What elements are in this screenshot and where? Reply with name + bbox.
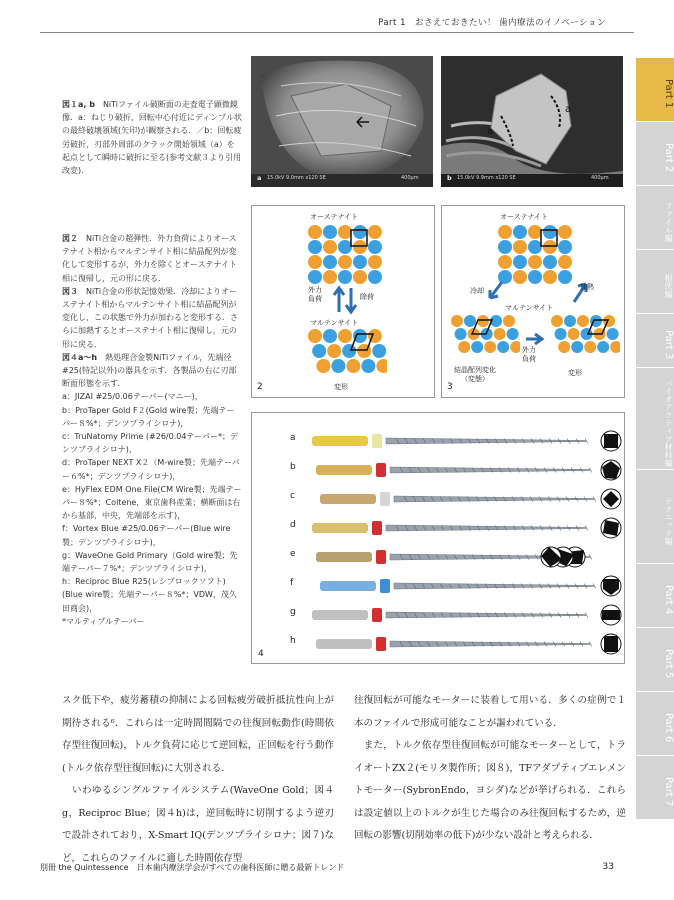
atom	[323, 329, 337, 343]
cross-section-icon	[600, 459, 622, 481]
atom	[361, 359, 375, 373]
atom	[316, 359, 330, 373]
body-paragraph: スク低下や，疲労蓄積の抑制による回転疲労破折抵抗性向上が期待される⁶．これらは一定時間間隔での往復回転動作(時間依存型往復回転)，トルク負荷に応じて逆回転，正回転を行う動作(トルク依存型往復回転)に大別される．	[62, 695, 334, 774]
sem-b-graphic	[441, 56, 623, 187]
atom	[513, 225, 527, 239]
fig3-martensite-lattice	[450, 314, 520, 364]
right-arrow-icon	[526, 334, 542, 344]
file-handle	[316, 639, 372, 649]
figure1-number: 図１a, b	[62, 100, 95, 109]
file-handle	[320, 494, 376, 504]
fig4-number: 4	[258, 649, 264, 659]
sem-image-a	[251, 56, 433, 187]
atom	[597, 341, 609, 353]
cross-section-icon	[600, 488, 622, 510]
atom	[484, 341, 496, 353]
atom	[571, 341, 583, 353]
atom	[610, 341, 620, 353]
atom	[308, 225, 322, 239]
figure1-text: NiTiファイル破断面の走査電子顕微鏡像．a：ねじり破折，回転中心付近にディンプル状の最終破壊領域(矢印)が観察される．／b：回転疲労破折，刃部外周部のクラック開始領域（a）を起点として瞬時に破折に至る(参考文献３より引用改変)．	[62, 100, 242, 176]
running-title: Part 1 おさえておきたい！ 歯内療法のイノベーション	[378, 18, 606, 28]
fig3-martensite-label: マルテンサイト	[505, 304, 554, 312]
file-handle	[316, 465, 372, 475]
atom	[353, 225, 367, 239]
fig3-deform-label: 変形	[568, 369, 582, 377]
atom	[543, 240, 557, 254]
atom	[338, 329, 352, 343]
file-row-label: e	[290, 549, 296, 559]
atom	[323, 225, 337, 239]
atom	[564, 315, 576, 327]
file-instrument	[308, 429, 608, 453]
file-row-b	[252, 458, 624, 482]
file-list-item: g：WaveOne Gold Primary（Gold wire製；先端テーパー７%*；デンツプライシロナ)，	[62, 550, 238, 574]
down-arrow-icon	[346, 288, 356, 312]
fig3-heat-label: 加熱	[580, 283, 594, 291]
figure3-text: NiTi合金の形状記憶効果．冷却によりオーステナイト相からマルテンサイト相に結晶配列が変化し，この状態で外力が加わると変形する．さらに加熱するとオーステナイト相に復帰し，元の形に戻る．	[62, 286, 238, 349]
file-row-c	[252, 487, 624, 511]
fig2-martensite-lattice	[307, 328, 387, 382]
body-column-right	[354, 690, 626, 848]
cross-section-icon	[540, 546, 562, 568]
fig3-deformed-lattice	[550, 314, 620, 364]
file-handle	[312, 523, 368, 533]
fig3-right-arrow	[524, 332, 546, 346]
file-color-ring	[372, 434, 382, 448]
file-list-item: a：JIZAI #25/0.06テーパー(マニー)，	[62, 392, 203, 402]
file-handle	[312, 436, 368, 446]
side-tab-irrigation[interactable]: 根洗編	[636, 250, 674, 314]
file-handle	[312, 610, 368, 620]
atom	[368, 270, 382, 284]
atom	[507, 328, 519, 340]
atom	[323, 255, 337, 269]
atom	[464, 315, 476, 327]
file-row-label: f	[290, 578, 294, 588]
atom	[498, 240, 512, 254]
footer-publication: 別冊 the Quintessence 日本歯内療法学会がすべての歯科医師に贈る最新トレンド	[40, 863, 345, 872]
up-arrow-icon	[334, 288, 344, 312]
fig3-number: 3	[447, 382, 453, 392]
atom	[558, 255, 572, 269]
side-tab-technique[interactable]: テクニック編	[636, 470, 674, 564]
file-row-a	[252, 429, 624, 453]
atom	[331, 359, 345, 373]
side-tab-files[interactable]: ファイル編	[636, 186, 674, 250]
file-list-item: c：TruNatomy Prime (#26/0.04テーパー*；デンツプライシロナ)，	[62, 432, 239, 455]
figure3-number: 図３	[62, 286, 78, 296]
file-color-ring	[376, 463, 386, 477]
atom	[513, 255, 527, 269]
page-footer	[40, 862, 634, 873]
fig2-austenite-label: オーステナイト	[310, 213, 359, 221]
atom	[577, 315, 589, 327]
file-color-ring	[372, 521, 382, 535]
atom	[342, 344, 356, 358]
file-color-ring	[376, 637, 386, 651]
atom	[323, 240, 337, 254]
atom	[528, 225, 542, 239]
atom	[510, 341, 520, 353]
side-tab-part7[interactable]: Part 7	[636, 756, 674, 820]
fig2-load-label: 外力 負荷	[308, 286, 322, 303]
sem-b-scalebar: 400μm	[591, 175, 609, 181]
side-tab-part6[interactable]: Part 6	[636, 692, 674, 756]
sem-a-info: 15.0kV 9.0mm x120 SE	[267, 175, 326, 181]
fig2-unload-label: 除荷	[360, 293, 374, 301]
cross-section-icon	[600, 633, 622, 655]
atom	[528, 240, 542, 254]
atom	[308, 255, 322, 269]
atom	[312, 344, 326, 358]
fig2-martensite-label: マルテンサイト	[310, 319, 359, 327]
atom	[498, 225, 512, 239]
figure4-niti-files	[251, 412, 625, 664]
file-list-item: f：Vortex Blue #25/0.06テーパー(Blue wire製；デンツプライシロナ)，	[62, 524, 231, 547]
file-row-label: h	[290, 636, 296, 646]
sem-a-scalebar: 400μm	[401, 175, 419, 181]
file-instrument	[308, 487, 608, 511]
file-instrument	[308, 516, 608, 540]
body-paragraph: 往復回転が可能なモーターに装着して用いる．多くの症例で１本のファイルで形成可能なことが謳われている．	[354, 695, 626, 729]
atom	[543, 225, 557, 239]
cross-section-icon	[600, 575, 622, 597]
atom	[513, 240, 527, 254]
atom	[451, 315, 463, 327]
atom	[308, 240, 322, 254]
file-list-item: d：ProTaper NEXT X２（M-wire製；先端テーパー６%*；デンツプライシロナ)，	[62, 458, 240, 481]
side-tab-part3[interactable]: Part 3	[636, 314, 674, 368]
figure1-caption	[62, 98, 242, 177]
atom	[558, 341, 570, 353]
sem-b-info: 15.0kV 9.9mm x120 SE	[457, 175, 516, 181]
file-handle	[320, 581, 376, 591]
body-paragraph: いわゆるシングルファイルシステム(WaveOne Gold；図４g，Reciproc Blue；図４h)は，逆回転時に切削するよう逆刃で設計されており，X-Smart IQ(デンツプライシロナ；図７)など，これらのファイルに適した時間依存型	[62, 785, 334, 864]
figure2-number: 図２	[62, 234, 78, 243]
atom	[338, 225, 352, 239]
atom	[376, 359, 387, 373]
file-handle	[316, 552, 372, 562]
atom	[551, 315, 563, 327]
sem-b-crack-label-1: a	[487, 126, 494, 137]
atom	[327, 344, 341, 358]
atom	[497, 341, 509, 353]
side-tab-part1[interactable]: Part 1	[636, 58, 674, 122]
atom	[568, 328, 580, 340]
atom	[558, 240, 572, 254]
file-color-ring	[372, 608, 382, 622]
file-list-item: *マルティプルテーパー	[62, 616, 145, 626]
sem-image-b	[441, 56, 623, 187]
atom	[477, 315, 489, 327]
side-tab-part4[interactable]: Part 4	[636, 564, 674, 628]
atom	[353, 255, 367, 269]
body-column-left	[62, 690, 334, 870]
file-row-g	[252, 603, 624, 627]
atom	[308, 329, 322, 343]
fig2-austenite-lattice	[307, 224, 387, 284]
atom	[458, 341, 470, 353]
page-number: 33	[602, 862, 614, 872]
atom	[353, 240, 367, 254]
sem-b-panel-label: b	[447, 174, 452, 182]
file-row-label: a	[290, 433, 296, 443]
cross-section-icon	[600, 604, 622, 626]
side-tab-bioactive[interactable]: バイオアクティブ材料編	[636, 368, 674, 470]
fig3-change-label: 結晶配列変化 （変態）	[454, 366, 496, 383]
fig3-cool-label: 冷却	[470, 287, 484, 295]
atom	[346, 359, 360, 373]
file-row-label: d	[290, 520, 296, 530]
atom	[603, 315, 615, 327]
sem-a-graphic	[251, 56, 433, 187]
cross-section-icon	[600, 517, 622, 539]
atom	[503, 315, 515, 327]
atom	[494, 328, 506, 340]
atom	[543, 255, 557, 269]
file-color-ring	[380, 579, 390, 593]
atom	[338, 240, 352, 254]
file-color-ring	[380, 492, 390, 506]
figure3-shape-memory	[441, 205, 625, 398]
fig3-load-label: 外力 負荷	[522, 346, 536, 363]
file-instrument	[308, 632, 608, 656]
file-list-item: b：ProTaper Gold F２(Gold wire製；先端テーパー８%*；デンツプライシロナ)，	[62, 405, 235, 428]
atom	[338, 255, 352, 269]
file-row-label: g	[290, 607, 296, 617]
file-color-ring	[376, 550, 386, 564]
sem-a-panel-label: a	[257, 174, 262, 182]
atom	[558, 225, 572, 239]
atom	[308, 270, 322, 284]
file-instrument	[308, 458, 608, 482]
atom	[368, 240, 382, 254]
body-paragraph: また，トルク依存型往復回転が可能なモーターとして，トライオートZX２(モリタ製作所；図８)，TFアダプティブエレメントモーター(SybronEndo，ヨシダ)などが挙げられる．これらは設定値以上のトルクが生じた場合のみ往復回転するため，逆回転の影響(切削効率の低下)が少ない設計と考えられる．	[354, 740, 626, 841]
figure4-text: 熱処理合金製NiTiファイル，先端径#25(特記以外)の器具を示す．各製品の右に刃部断面形態を示す．	[62, 352, 237, 389]
side-tab-part2[interactable]: Part 2	[636, 122, 674, 186]
side-tab-part5[interactable]: Part 5	[636, 628, 674, 692]
file-row-d	[252, 516, 624, 540]
file-row-f	[252, 574, 624, 598]
atom	[555, 328, 567, 340]
file-row-label: b	[290, 462, 296, 472]
atom	[372, 344, 386, 358]
atom	[368, 225, 382, 239]
atom	[368, 255, 382, 269]
file-list-item: h：Reciproc Blue R25(レシプロックソフト)(Blue wire製；先端テーパー８%*；VDW，茂久田商会)，	[62, 577, 237, 613]
atom	[584, 341, 596, 353]
fig2-deform-label: 変形	[334, 383, 348, 391]
file-instrument	[308, 574, 608, 598]
atom	[498, 255, 512, 269]
file-list-item: e：HyFlex EDM One File(CM Wire製；先端テーパー８%*；Coltene，東京歯科産業；横断面は右から基部，中央，先端部を示す)，	[62, 484, 242, 521]
figure4-number: 図４a～h	[62, 352, 98, 362]
atom	[455, 328, 467, 340]
cool-arrow-icon	[490, 282, 502, 298]
figure2-text: NiTi合金の超弾性．外力負荷によりオーステナイト相からマルテンサイト相に結晶配列が変化して変形するが，外力を除くとオーステナイト相に復帰し，元の形に戻る．	[62, 234, 237, 283]
file-row-h	[252, 632, 624, 656]
file-row-e	[252, 545, 624, 569]
fig2-arrows	[330, 282, 360, 318]
atom	[471, 341, 483, 353]
atom	[528, 255, 542, 269]
running-header	[40, 16, 634, 33]
figure2-superelasticity	[251, 205, 435, 398]
file-instrument	[308, 603, 608, 627]
file-row-label: c	[290, 491, 295, 501]
fig2-number: 2	[257, 382, 263, 392]
fig3-austenite-label: オーステナイト	[500, 213, 549, 221]
cross-section-icon	[600, 430, 622, 452]
sem-b-crack-label-2: a	[565, 104, 572, 115]
atom	[607, 328, 619, 340]
figure2-4-caption	[62, 232, 242, 628]
